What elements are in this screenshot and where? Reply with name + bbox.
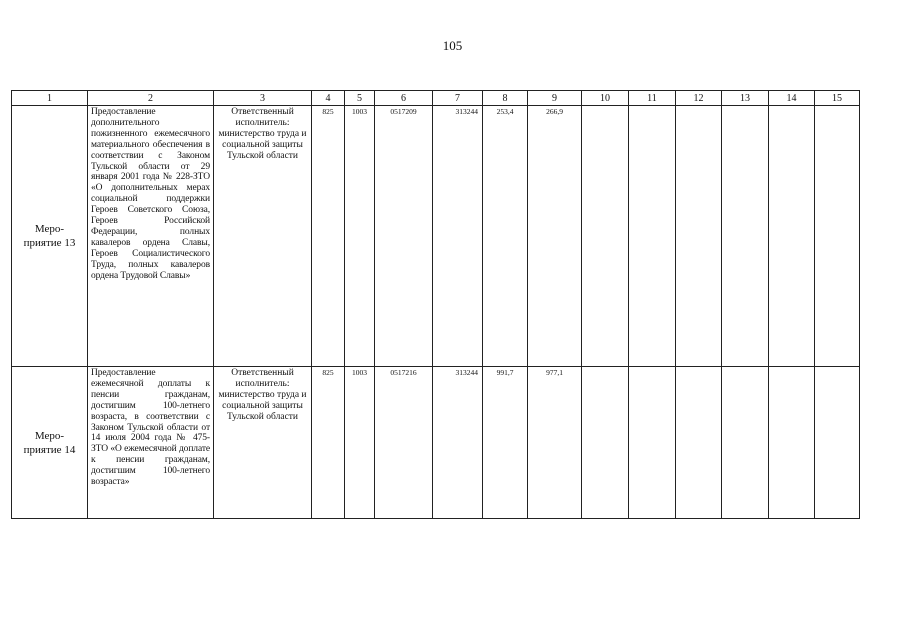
empty-cell <box>815 367 860 519</box>
expense-type-code: 313244 <box>433 367 483 519</box>
empty-cell <box>815 106 860 367</box>
header-cell: 12 <box>676 91 722 106</box>
header-cell: 7 <box>433 91 483 106</box>
empty-cell <box>582 106 629 367</box>
measure-description: Предоставление дополнительного пожизненного ежемесячного материального обеспечения в соответствии с Законом Тульской области от 29 января 2001 года № 228-ЗТО «О дополнительных мерах социальной поддержки Героев Советского Союза, Героев Российской Федерации, полных кавалеров ордена Славы, Героев Социалистического Труда, полных кавалеров ордена Трудовой Славы» <box>88 106 214 367</box>
amount-value: 266,9 <box>528 106 582 367</box>
target-article-code: 0517216 <box>375 367 433 519</box>
empty-cell <box>629 106 676 367</box>
amount-value: 991,7 <box>483 367 528 519</box>
empty-cell <box>769 367 815 519</box>
amount-value: 977,1 <box>528 367 582 519</box>
section-code: 1003 <box>345 106 375 367</box>
page-number: 105 <box>442 38 463 53</box>
empty-cell <box>629 367 676 519</box>
table-row <box>12 106 860 367</box>
header-cell: 2 <box>88 91 214 106</box>
measure-name-cell <box>12 367 88 519</box>
measure-description: Предоставление ежемесячной доплаты к пенсии гражданам, достигшим 100-летнего возраста, в соответствии с Законом Тульской области от 14 июля 2004 года № 475-ЗТО «О ежемесячной доплате к пенсии гражданам, достигшим 100-летнего возраста» <box>88 367 214 519</box>
header-cell: 11 <box>629 91 676 106</box>
expense-type-code: 313244 <box>433 106 483 367</box>
empty-cell <box>676 367 722 519</box>
header-cell: 13 <box>722 91 769 106</box>
measure-name-line: Меро- <box>34 429 65 442</box>
measure-name-line: приятие 13 <box>23 237 76 249</box>
measure-name-line: приятие 14 <box>23 443 76 456</box>
table-header-row <box>12 91 860 106</box>
header-cell: 14 <box>769 91 815 106</box>
measure-executor: Ответственный исполнитель: министерство труда и социальной защиты Тульской области <box>214 367 312 519</box>
amount-value: 253,4 <box>483 106 528 367</box>
header-cell: 6 <box>375 91 433 106</box>
header-cell: 4 <box>312 91 345 106</box>
section-code: 1003 <box>345 367 375 519</box>
header-cell: 9 <box>528 91 582 106</box>
header-cell: 15 <box>815 91 860 106</box>
header-cell: 1 <box>12 91 88 106</box>
measure-name-line: Меро- <box>34 223 65 235</box>
empty-cell <box>769 106 815 367</box>
empty-cell <box>582 367 629 519</box>
header-cell: 8 <box>483 91 528 106</box>
empty-cell <box>722 367 769 519</box>
grbs-code: 825 <box>312 106 345 367</box>
header-cell: 10 <box>582 91 629 106</box>
empty-cell <box>722 106 769 367</box>
table-row <box>12 367 860 519</box>
measure-executor: Ответственный исполнитель: министерство труда и социальной защиты Тульской области <box>214 106 312 367</box>
measure-name-cell <box>12 106 88 367</box>
budget-table <box>11 90 860 519</box>
target-article-code: 0517209 <box>375 106 433 367</box>
header-cell: 5 <box>345 91 375 106</box>
grbs-code: 825 <box>312 367 345 519</box>
empty-cell <box>676 106 722 367</box>
header-cell: 3 <box>214 91 312 106</box>
